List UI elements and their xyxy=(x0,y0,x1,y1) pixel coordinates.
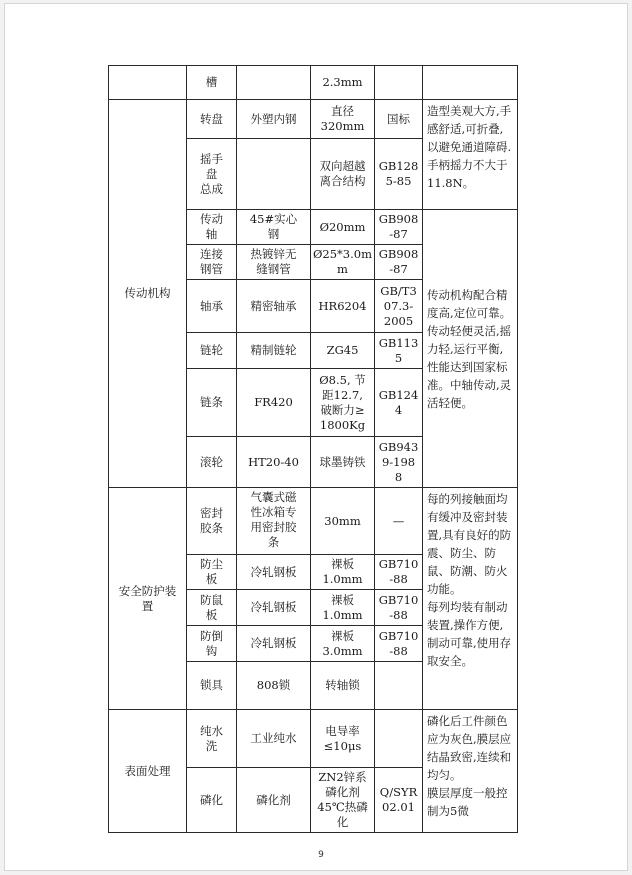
spec-cell: HR6204 xyxy=(311,280,375,333)
part-name-cell: 链条 xyxy=(187,369,237,437)
material-cell: HT20-40 xyxy=(237,437,311,488)
spec-cell: 直径 320mm xyxy=(311,100,375,139)
standard-cell: GB943 9-198 8 xyxy=(375,437,423,488)
spec-cell: ZN2锌系 磷化剂 45℃热磷 化 xyxy=(311,768,375,833)
part-name-cell: 磷化 xyxy=(187,768,237,833)
standard-cell: GB124 4 xyxy=(375,369,423,437)
part-name-cell: 摇手 盘 总成 xyxy=(187,139,237,210)
standard-cell: Q/SYR 02.01 xyxy=(375,768,423,833)
spec-cell: 转轴锁 xyxy=(311,662,375,710)
part-name-cell: 锁具 xyxy=(187,662,237,710)
description-cell xyxy=(423,66,518,100)
material-cell: 精密轴承 xyxy=(237,280,311,333)
standard-cell: GB128 5-85 xyxy=(375,139,423,210)
part-name-cell: 纯水 洗 xyxy=(187,710,237,768)
material-cell xyxy=(237,66,311,100)
description-cell: 每的列接触面均有缓冲及密封装置,具有良好的防震、防尘、防鼠、防潮、防火功能。 每列均装有制动装置,操作方便,制动可靠,使用存取安全。 xyxy=(423,488,518,710)
document-page xyxy=(4,3,628,871)
standard-cell xyxy=(375,66,423,100)
standard-cell xyxy=(375,710,423,768)
material-cell: 外塑内钢 xyxy=(237,100,311,139)
category-cell xyxy=(109,66,187,100)
spec-cell: ZG45 xyxy=(311,333,375,369)
part-name-cell: 转盘 xyxy=(187,100,237,139)
category-cell: 表面处理 xyxy=(109,710,187,833)
material-cell: 冷轧钢板 xyxy=(237,590,311,626)
material-cell: 808锁 xyxy=(237,662,311,710)
part-name-cell: 链轮 xyxy=(187,333,237,369)
material-cell: 工业纯水 xyxy=(237,710,311,768)
standard-cell xyxy=(375,662,423,710)
standard-cell: GB710 -88 xyxy=(375,590,423,626)
spec-table xyxy=(108,65,518,833)
material-cell: 磷化剂 xyxy=(237,768,311,833)
table-row xyxy=(109,488,518,555)
table-row xyxy=(109,710,518,768)
part-name-cell: 防倒 钩 xyxy=(187,626,237,662)
spec-cell: Ø20mm xyxy=(311,210,375,245)
standard-cell: 国标 xyxy=(375,100,423,139)
spec-cell: 电导率 ≤10μs xyxy=(311,710,375,768)
standard-cell: GB908 -87 xyxy=(375,210,423,245)
standard-cell: GB710 -88 xyxy=(375,555,423,590)
category-cell: 安全防护装 置 xyxy=(109,488,187,710)
spec-cell: Ø8.5, 节 距12.7, 破断力≥ 1800Kg xyxy=(311,369,375,437)
spec-cell: 裸板 3.0mm xyxy=(311,626,375,662)
material-cell: FR420 xyxy=(237,369,311,437)
part-name-cell: 防鼠 板 xyxy=(187,590,237,626)
standard-cell: — xyxy=(375,488,423,555)
page-number: 9 xyxy=(318,850,324,860)
standard-cell: GB113 5 xyxy=(375,333,423,369)
spec-cell: 球墨铸铁 xyxy=(311,437,375,488)
description-cell: 磷化后工件颜色应为灰色,膜层应结晶致密,连续和均匀。 膜层厚度一般控制为5微 xyxy=(423,710,518,833)
spec-cell: 双向超越 离合结构 xyxy=(311,139,375,210)
material-cell: 冷轧钢板 xyxy=(237,555,311,590)
spec-cell: 30mm xyxy=(311,488,375,555)
standard-cell: GB908 -87 xyxy=(375,245,423,280)
part-name-cell: 槽 xyxy=(187,66,237,100)
material-cell: 热镀锌无 缝钢管 xyxy=(237,245,311,280)
material-cell: 45#实心 钢 xyxy=(237,210,311,245)
material-cell: 精制链轮 xyxy=(237,333,311,369)
standard-cell: GB710 -88 xyxy=(375,626,423,662)
standard-cell: GB/T3 07.3- 2005 xyxy=(375,280,423,333)
spec-cell: 裸板 1.0mm xyxy=(311,590,375,626)
part-name-cell: 防尘 板 xyxy=(187,555,237,590)
category-cell: 传动机构 xyxy=(109,100,187,488)
material-cell: 冷轧钢板 xyxy=(237,626,311,662)
spec-cell: 裸板 1.0mm xyxy=(311,555,375,590)
part-name-cell: 滚轮 xyxy=(187,437,237,488)
spec-cell: Ø25*3.0m m xyxy=(311,245,375,280)
material-cell xyxy=(237,139,311,210)
part-name-cell: 传动 轴 xyxy=(187,210,237,245)
part-name-cell: 连接 钢管 xyxy=(187,245,237,280)
material-cell: 气囊式磁 性冰箱专 用密封胶 条 xyxy=(237,488,311,555)
spec-cell: 2.3mm xyxy=(311,66,375,100)
description-cell: 造型美观大方,手感舒适,可折叠,以避免通道障碍.手柄摇力不大于11.8N。 xyxy=(423,100,518,210)
table-row xyxy=(109,100,518,139)
part-name-cell: 轴承 xyxy=(187,280,237,333)
table-row xyxy=(109,66,518,100)
description-cell: 传动机构配合精度高,定位可靠。传动轻便灵活,摇力轻,运行平衡,性能达到国家标准。中轴传动,灵活轻便。 xyxy=(423,210,518,488)
part-name-cell: 密封 胶条 xyxy=(187,488,237,555)
